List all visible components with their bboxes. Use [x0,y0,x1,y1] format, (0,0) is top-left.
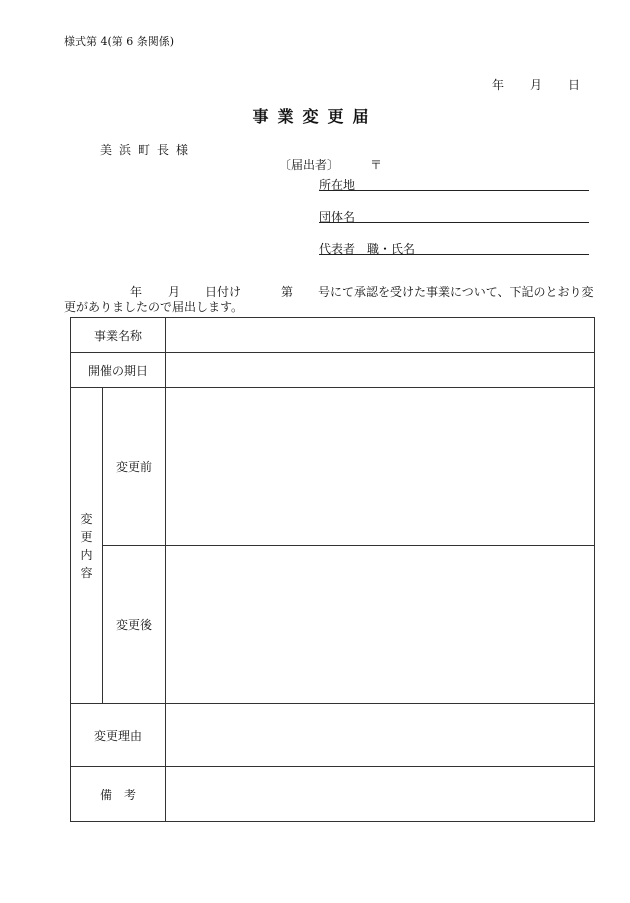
remarks-label: 備 考 [71,767,166,822]
notice-month: 月 [168,285,181,299]
after-change-cell[interactable] [166,546,595,704]
representative-field-line[interactable] [319,254,589,255]
date-month: 月 [530,78,543,92]
change-content-text: 変更内容 [80,511,93,580]
organization-field-label: 団体名 [319,210,356,224]
change-content-label [71,388,103,704]
after-change-label: 変更後 [103,546,166,704]
representative-field-label: 代表者 職・氏名 [319,242,416,256]
address-field-line[interactable] [319,190,589,191]
notice-line-2: 更がありましたので届出します。 [64,300,244,314]
notice-rest: 号にて承認を受けた事業について、下記のとおり変 [318,285,594,299]
change-reason-label: 変更理由 [71,704,166,767]
notifier-label: 〔届出者〕 [279,158,340,172]
before-change-cell[interactable] [166,388,595,546]
project-name-label: 事業名称 [71,318,166,353]
project-name-cell[interactable] [166,318,595,353]
notice-year: 年 [130,285,143,299]
organization-field-line[interactable] [319,222,589,223]
postal-mark: 〒 [370,158,383,172]
form-number: 様式第 4(第 6 条関係) [64,35,175,48]
remarks-cell[interactable] [166,767,595,822]
address-field-label: 所在地 [319,178,356,192]
change-table [70,317,595,822]
notice-number: 第 [281,285,294,299]
event-date-label: 開催の期日 [71,353,166,388]
document-title: 事業変更届 [252,107,378,126]
event-date-cell[interactable] [166,353,595,388]
date-year: 年 [492,78,505,92]
date-line [492,76,580,93]
before-change-label: 変更前 [103,388,166,546]
addressee: 美浜町長様 [100,143,196,157]
notice-day: 日付け [205,285,242,299]
notice-line-1 [64,285,594,300]
date-day: 日 [568,78,581,92]
notice-text [64,285,594,315]
change-reason-cell[interactable] [166,704,595,767]
